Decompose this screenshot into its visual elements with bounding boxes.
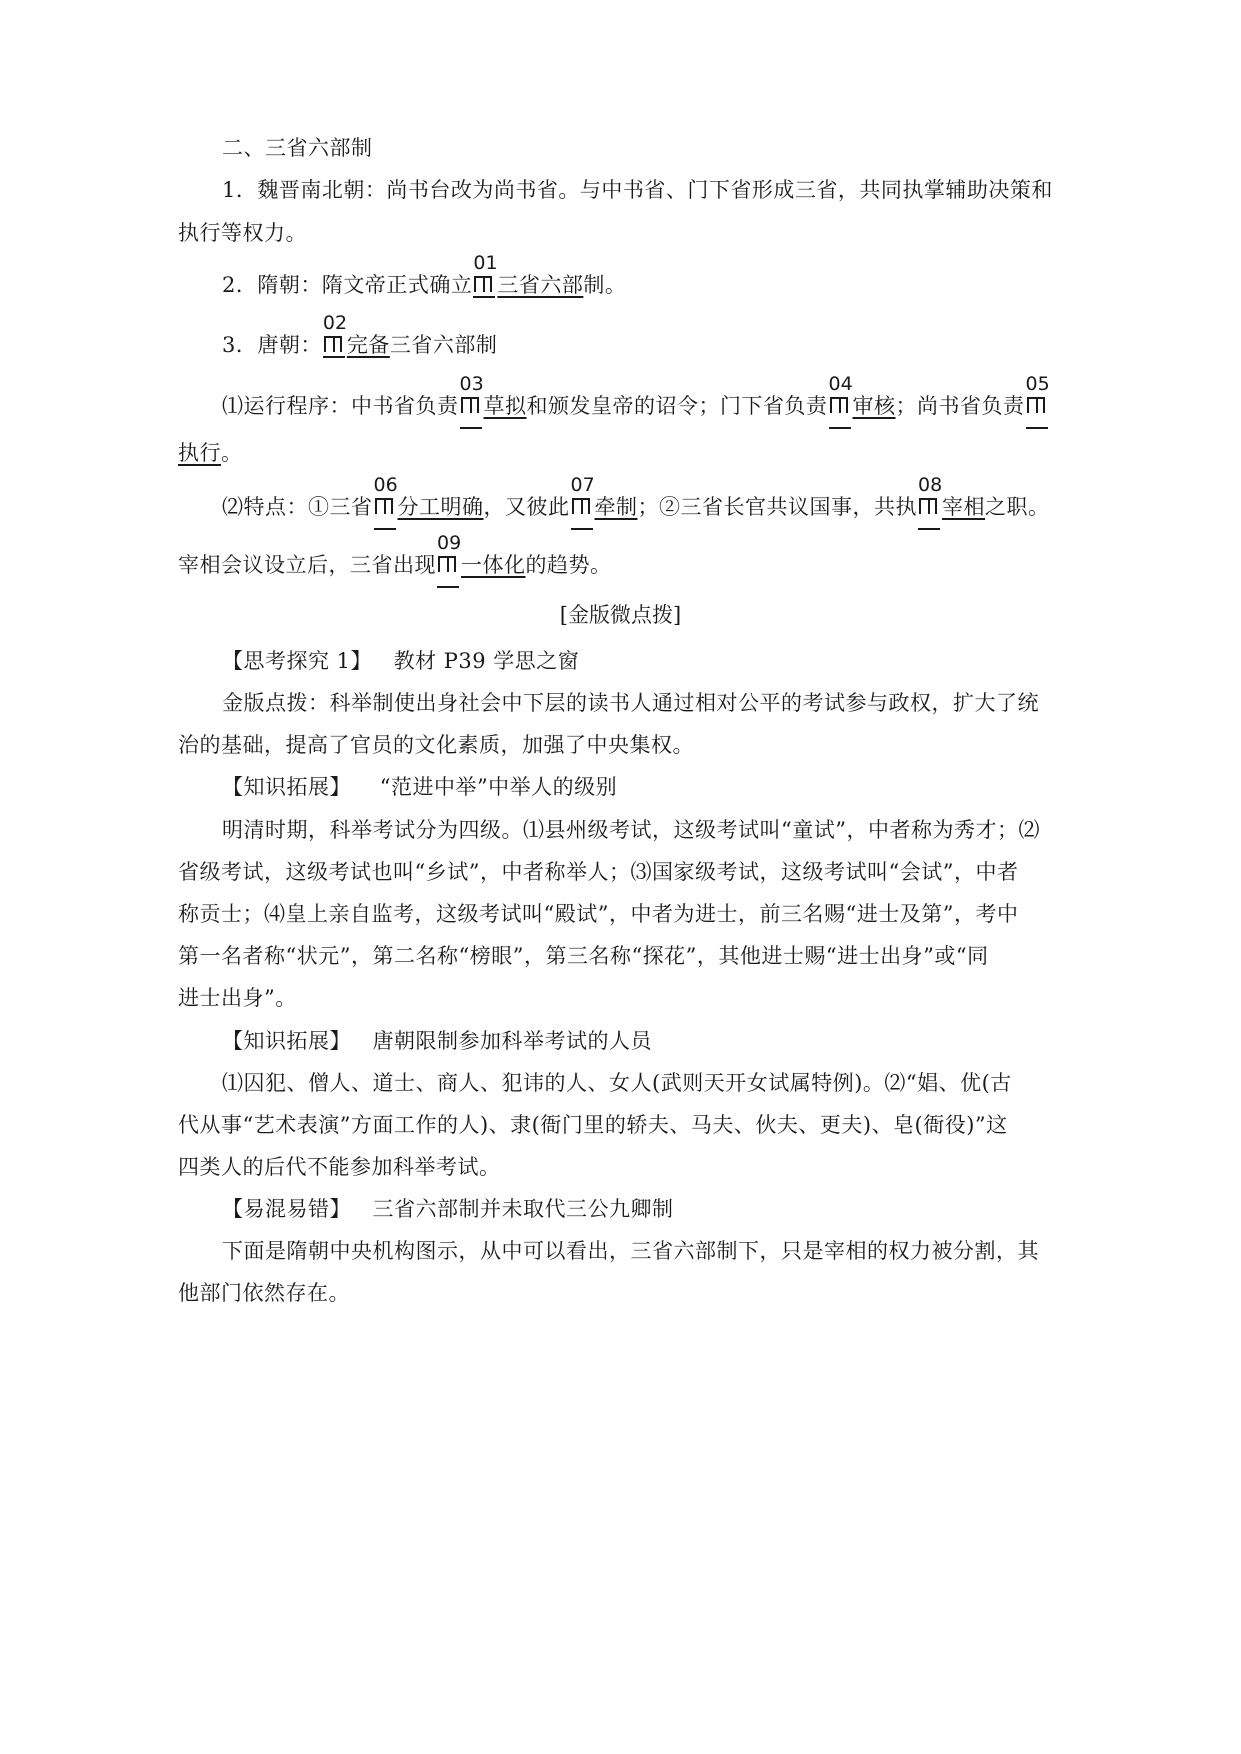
blank-number: 01: [473, 252, 498, 274]
text-run: 和颁发皇帝的诏令；门下省负责: [526, 394, 828, 418]
paragraph-5-line-1: [222, 474, 1050, 522]
paragraph-4-line-1: [222, 373, 1050, 421]
ext2-line-2: 代从事“艺术表演”方面工作的人)、隶(衙门里的轿夫、马夫、伙夫、更夫)、皂(衙役)”这: [178, 1113, 1008, 1137]
answer-text: 宰相: [942, 495, 985, 519]
blank-underline: [473, 296, 495, 298]
answer-text: 牵制: [594, 495, 638, 519]
text-run: ，又彼此: [483, 495, 570, 519]
blank-underline: [571, 528, 593, 530]
paragraph-3: [222, 312, 498, 360]
answer-text: 完备: [346, 333, 390, 357]
blank-underline: [1026, 427, 1048, 429]
text-run: 的趋势。: [525, 553, 612, 577]
text-run: ⑴运行程序：中书省负责: [222, 394, 459, 418]
text-run: 3．唐朝：: [222, 333, 322, 357]
blank-number: 05: [1025, 373, 1050, 395]
ext1-line-5: 进士出身”。: [178, 986, 297, 1010]
blank-box-icon: [474, 276, 492, 292]
section-tag-text: 三省六部制并未取代三公九卿制: [372, 1197, 674, 1221]
ext1-line-2: 省级考试，这级考试也叫“乡试”，中者称举人；⑶国家级考试，这级考试叫“会试”，中者: [178, 860, 1019, 884]
blank-box-icon: [324, 336, 342, 352]
blank-box-icon: [461, 397, 479, 413]
section-tag-text: 教材 P39 学思之窗: [393, 649, 580, 673]
paragraph-1-line-1: 1．魏晋南北朝：尚书台改为尚书省。与中书省、门下省形成三省，共同执掌辅助决策和: [222, 178, 1053, 202]
answer-text: 分工明确: [397, 495, 484, 519]
blank-number: 03: [459, 373, 484, 395]
text-run: ；②三省长官共议国事，共执: [637, 495, 917, 519]
answer-blank-02: [322, 312, 348, 356]
blank-underline: [323, 356, 345, 358]
jinban-heading: [金版微点拨]: [559, 603, 682, 627]
blank-underline: [918, 528, 940, 530]
answer-text: 一体化: [461, 553, 526, 577]
blank-number: 09: [437, 532, 462, 554]
blank-number: 04: [828, 373, 853, 395]
answer-text: 执行: [178, 441, 221, 465]
blank-box-icon: [919, 498, 937, 514]
answer-blank-01: [473, 252, 498, 296]
paragraph-5-line-2: [178, 532, 612, 580]
text-run: 三省六部制: [389, 333, 498, 357]
section-title: 二、三省六部制: [222, 136, 373, 160]
knowledge-extension-heading-1: [222, 772, 617, 802]
section-tag: 【知识拓展】: [222, 775, 351, 799]
ext2-line-1: ⑴囚犯、僧人、道士、商人、犯讳的人、女人(武则天开女试属特例)。⑵“娼、优(古: [222, 1071, 1012, 1095]
blank-box-icon: [438, 556, 456, 572]
answer-blank-05: [1025, 373, 1050, 417]
confusion-line-1: 下面是隋朝中央机构图示，从中可以看出，三省六部制下，只是宰相的权力被分割，其: [222, 1239, 1039, 1263]
paragraph-2: [222, 252, 627, 300]
text-run: 2．隋朝：隋文帝正式确立: [222, 273, 473, 297]
blank-number: 08: [918, 474, 943, 496]
confusion-heading: [222, 1194, 674, 1224]
blank-number: 06: [373, 474, 398, 496]
section-tag-text: 唐朝限制参加科举考试的人员: [372, 1029, 653, 1053]
ext1-line-3: 称贡士；⑷皇上亲自监考，这级考试叫“殿试”，中者为进士，前三名赐“进士及第”，考中: [178, 902, 1019, 926]
blank-underline: [829, 427, 851, 429]
confusion-line-2: 他部门依然存在。: [178, 1281, 350, 1305]
ext1-line-4: 第一名者称“状元”，第二名称“榜眼”，第三名称“探花”，其他进士赐“进士出身”或“同: [178, 944, 989, 968]
answer-blank-09: [437, 532, 462, 576]
blank-box-icon: [1027, 397, 1045, 413]
text-run: ；尚书省负责: [895, 394, 1025, 418]
answer-text: 三省六部: [497, 273, 584, 297]
jinban-text-line-2: 治的基础，提高了官员的文化素质，加强了中央集权。: [178, 733, 694, 757]
text-run: 制。: [583, 273, 627, 297]
text-run: ⑵特点：①三省: [222, 495, 373, 519]
jinban-text-line-1: 金版点拨：科举制使出身社会中下层的读书人通过相对公平的考试参与政权，扩大了统: [222, 691, 1039, 715]
blank-underline: [437, 586, 459, 588]
blank-box-icon: [572, 498, 590, 514]
think-explore-heading: [222, 646, 579, 676]
blank-number: 02: [322, 312, 348, 334]
ext1-line-1: 明清时期，科举考试分为四级。⑴县州级考试，这级考试叫“童试”，中者称为秀才；⑵: [222, 818, 1040, 842]
ext2-line-3: 四类人的后代不能参加科举考试。: [178, 1155, 501, 1179]
blank-underline: [460, 427, 482, 429]
answer-text: 草拟: [483, 394, 527, 418]
knowledge-extension-heading-2: [222, 1026, 652, 1056]
paragraph-4-line-2: [178, 438, 243, 468]
blank-underline: [374, 528, 396, 530]
text-run: 之职。: [985, 495, 1050, 519]
section-tag: 【知识拓展】: [222, 1029, 351, 1053]
text-run: 。: [221, 441, 243, 465]
answer-blank-07: [570, 474, 595, 518]
answer-blank-06: [373, 474, 398, 518]
text-run: 宰相会议设立后，三省出现: [178, 553, 436, 577]
blank-box-icon: [375, 498, 393, 514]
section-tag-text: “范进中举”中举人的级别: [379, 775, 618, 799]
blank-box-icon: [830, 397, 848, 413]
answer-blank-04: [828, 373, 853, 417]
section-tag: 【思考探究 1】: [222, 649, 373, 673]
blank-number: 07: [570, 474, 595, 496]
section-tag: 【易混易错】: [222, 1197, 351, 1221]
answer-blank-03: [459, 373, 484, 417]
paragraph-1-line-2: 执行等权力。: [178, 221, 307, 245]
answer-blank-08: [918, 474, 943, 518]
answer-text: 审核: [852, 394, 896, 418]
